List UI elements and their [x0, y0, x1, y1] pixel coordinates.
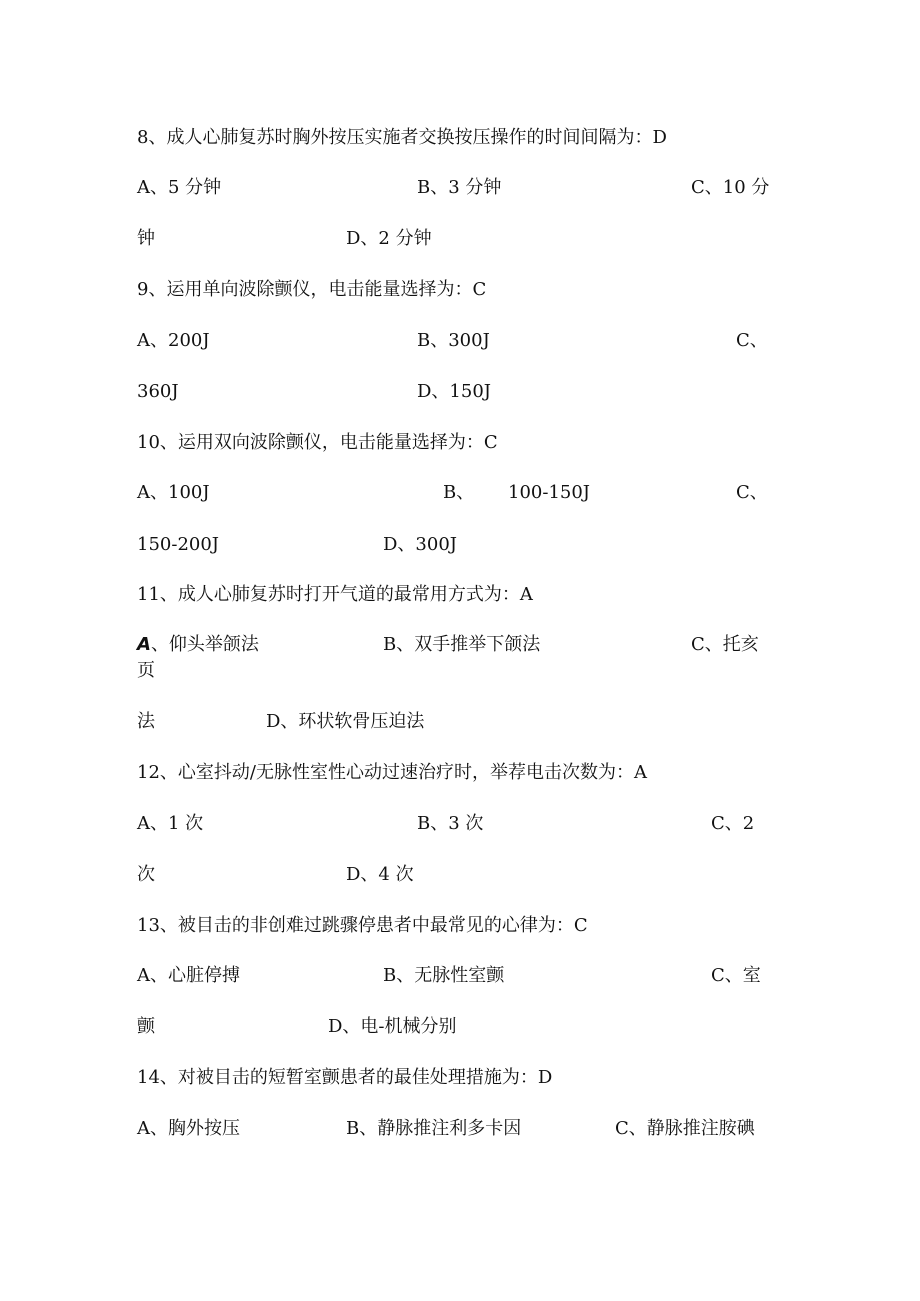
question-12-stem: 12、心室抖动/无脉性室性心动过速治疗时，举荐电击次数为：A [137, 762, 647, 783]
question-11-option-c-wrap: 页 [137, 660, 155, 681]
question-8-option-b: B、3 分钟 [417, 177, 502, 198]
question-13-option-c-continued: 颤 [137, 1016, 155, 1037]
question-9-stem: 9、运用单向波除颤仪，电击能量选择为：C [137, 279, 487, 300]
question-9-option-d: D、150J [417, 381, 492, 402]
question-14-option-a: A、胸外按压 [137, 1118, 240, 1139]
question-14-stem: 14、对被目击的短暂室颤患者的最佳处理措施为：D [137, 1067, 553, 1088]
question-12-option-c-continued: 次 [137, 864, 155, 885]
question-10-option-b-value: 100-150J [508, 482, 591, 503]
question-12-option-d: D、4 次 [346, 864, 414, 885]
question-11-stem: 11、成人心肺复苏时打开气道的最常用方式为：A [137, 584, 533, 605]
question-11-option-d: D、环状软骨压迫法 [266, 711, 425, 732]
question-8-stem: 8、成人心肺复苏时胸外按压实施者交换按压操作的时间间隔为：D [137, 127, 667, 148]
question-11-option-a [137, 633, 259, 657]
question-13-option-d: D、电-机械分别 [328, 1016, 457, 1037]
question-10-option-b: B、 [443, 482, 475, 503]
question-8-option-c-continued: 钟 [137, 228, 155, 249]
question-13-stem: 13、被目击的非创难过跳骤停患者中最常见的心律为：C [137, 915, 588, 936]
question-9-option-c-continued: 360J [137, 381, 179, 402]
question-13-option-b: B、无脉性室颤 [383, 965, 505, 986]
question-13-option-a: A、心脏停搏 [137, 965, 240, 986]
question-10-option-d: D、300J [383, 534, 458, 555]
question-10-option-c: C、 [736, 482, 768, 503]
question-11-option-c: C、托亥 [691, 634, 759, 655]
question-8-option-a: A、5 分钟 [137, 177, 222, 198]
question-8-option-d: D、2 分钟 [346, 228, 432, 249]
question-10-option-a: A、100J [137, 482, 210, 503]
question-8-option-c: C、10 分 [691, 177, 770, 198]
question-11-option-b: B、双手推举下颌法 [383, 634, 541, 655]
question-9-option-a: A、200J [137, 330, 210, 351]
question-14-option-b: B、静脉推注利多卡因 [346, 1118, 522, 1139]
question-9-option-c: C、 [736, 330, 768, 351]
question-10-stem: 10、运用双向波除颤仪，电击能量选择为：C [137, 432, 498, 453]
question-11-option-a-letter: A [137, 634, 151, 655]
question-12-option-b: B、3 次 [417, 813, 484, 834]
question-12-option-c: C、2 [711, 813, 755, 834]
question-11-option-a-text: 、仰头举颌法 [150, 634, 259, 655]
question-9-option-b: B、300J [417, 330, 490, 351]
question-10-option-c-continued: 150-200J [137, 534, 220, 555]
question-14-option-c: C、静脉推注胺碘 [615, 1118, 755, 1139]
question-12-option-a: A、1 次 [137, 813, 204, 834]
question-13-option-c: C、室 [711, 965, 761, 986]
question-11-option-c-continued: 法 [137, 711, 155, 732]
